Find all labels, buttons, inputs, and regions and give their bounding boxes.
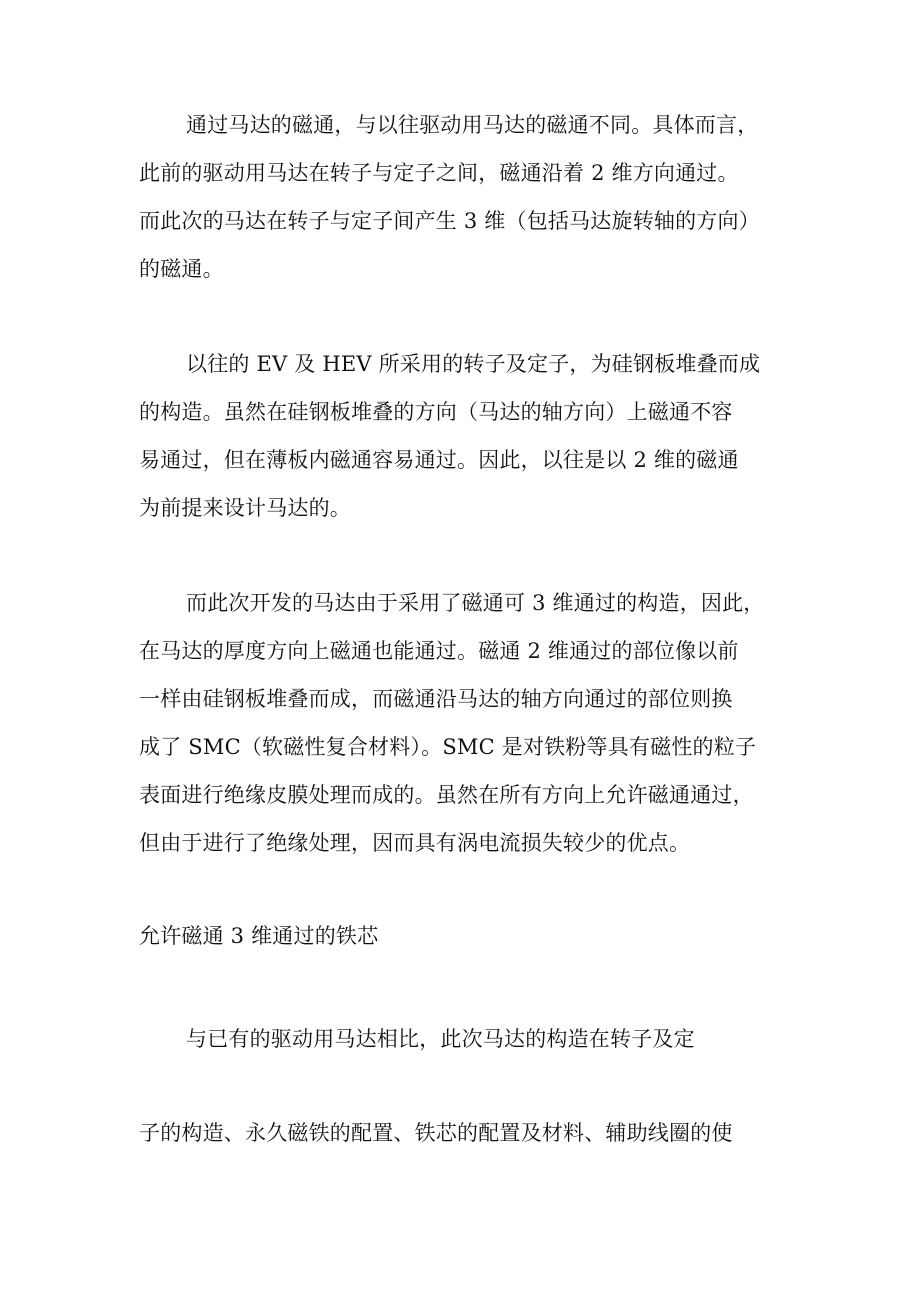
text-line: 与已有的驱动用马达相比，此次马达的构造在转子及定 bbox=[186, 1027, 695, 1051]
text-line: 以往的 EV 及 HEV 所采用的转子及定子，为硅钢板堆叠而成 bbox=[186, 352, 761, 376]
text-line: 此前的驱动用马达在转子与定子之间，磁通沿着 2 维方向通过。 bbox=[139, 161, 739, 185]
text-line: 一样由硅钢板堆叠而成，而磁通沿马达的轴方向通过的部位则换 bbox=[139, 687, 733, 711]
text-line: 子的构造、永久磁铁的配置、铁芯的配置及材料、辅助线圈的使 bbox=[139, 1121, 733, 1145]
text-line: 的磁通。 bbox=[139, 257, 224, 281]
section-heading: 允许磁通 3 维通过的铁芯 bbox=[139, 924, 379, 948]
text-line: 表面进行绝缘皮膜处理而成的。虽然在所有方向上允许磁通通过， bbox=[139, 783, 754, 807]
text-line: 的构造。虽然在硅钢板堆叠的方向（马达的轴方向）上磁通不容 bbox=[139, 400, 733, 424]
text-line: 成了 SMC（软磁性复合材料）。SMC 是对铁粉等具有磁性的粒子 bbox=[139, 735, 757, 759]
text-line: 但由于进行了绝缘处理，因而具有涡电流损失较少的优点。 bbox=[139, 831, 691, 855]
text-line: 而此次的马达在转子与定子间产生 3 维（包括马达旋转轴的方向） bbox=[139, 209, 760, 233]
text-line: 通过马达的磁通，与以往驱动用马达的磁通不同。具体而言， bbox=[186, 113, 759, 137]
text-line: 在马达的厚度方向上磁通也能通过。磁通 2 维通过的部位像以前 bbox=[139, 639, 739, 663]
text-line: 为前提来设计马达的。 bbox=[139, 496, 351, 520]
text-line: 而此次开发的马达由于采用了磁通可 3 维通过的构造，因此， bbox=[186, 591, 765, 615]
text-line: 易通过，但在薄板内磁通容易通过。因此，以往是以 2 维的磁通 bbox=[139, 448, 739, 472]
